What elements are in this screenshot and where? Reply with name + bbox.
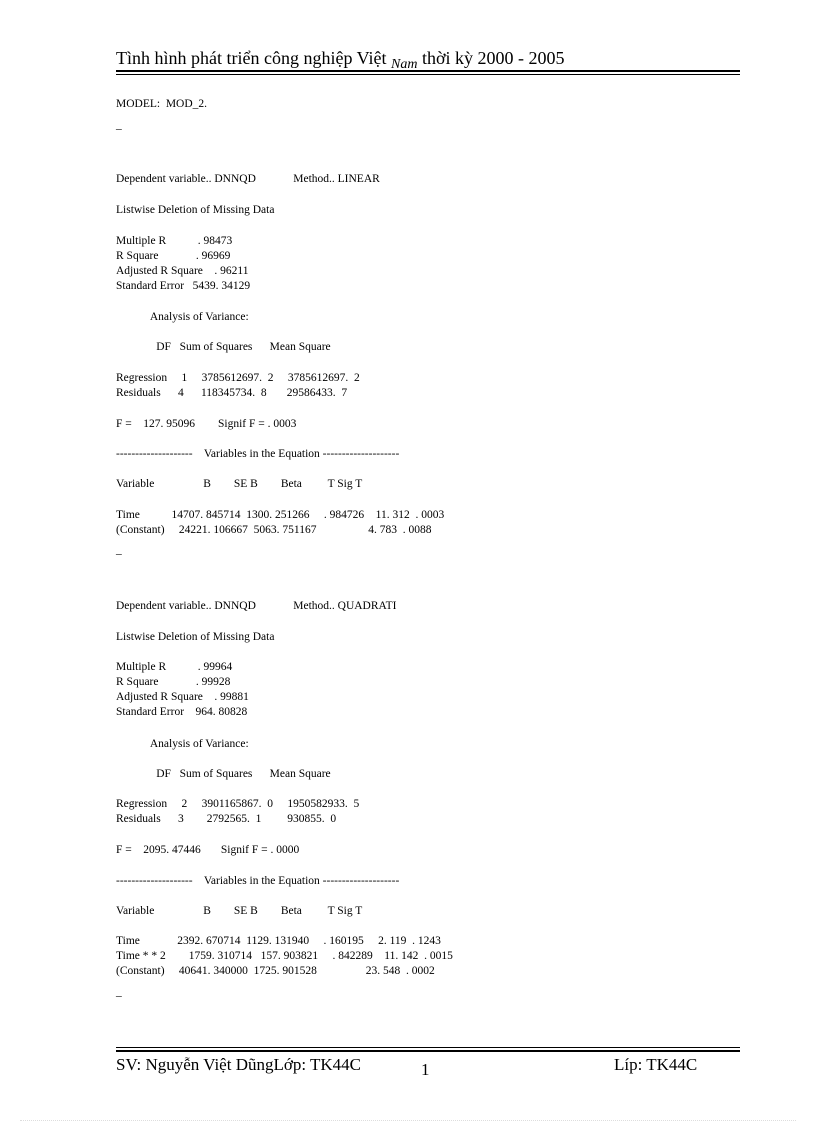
output-line: Standard Error 964. 80828 — [116, 706, 248, 718]
output-line: Multiple R . 99964 — [116, 661, 233, 673]
output-line: _ — [116, 119, 122, 131]
output-line: _ — [116, 544, 122, 556]
output-line: Time 2392. 670714 1129. 131940 . 160195 2. 119 . 1243 — [116, 935, 441, 947]
output-line: Analysis of Variance: — [116, 738, 249, 750]
output-line: R Square . 96969 — [116, 250, 231, 262]
output-line: _ — [116, 986, 122, 998]
page-number: 1 — [421, 1060, 430, 1079]
page-header-title — [116, 48, 565, 72]
header-title-part1: Tình hình phát triển công nghiệp Việt — [116, 48, 387, 68]
output-line: Variable B SE B Beta T Sig T — [116, 905, 363, 917]
header-rule-thick — [116, 70, 740, 72]
header-rule-thin — [116, 74, 740, 75]
output-line: Analysis of Variance: — [116, 311, 249, 323]
output-line: -------------------- Variables in the Equation -------------------- — [116, 448, 400, 460]
output-line: Residuals 3 2792565. 1 930855. 0 — [116, 813, 337, 825]
output-line: Dependent variable.. DNNQD Method.. QUADRATI — [116, 600, 397, 612]
output-line: Listwise Deletion of Missing Data — [116, 631, 275, 643]
header-title-part2: thời kỳ 2000 - 2005 — [422, 48, 565, 68]
output-line: Residuals 4 118345734. 8 29586433. 7 — [116, 387, 348, 399]
output-line: Time 14707. 845714 1300. 251266 . 984726 11. 312 . 0003 — [116, 509, 445, 521]
output-line: MODEL: MOD_2. — [116, 98, 208, 110]
output-line: Dependent variable.. DNNQD Method.. LINEAR — [116, 173, 380, 185]
output-line: DF Sum of Squares Mean Square — [116, 341, 331, 353]
page-edge-divider — [20, 1120, 796, 1121]
output-line: (Constant) 24221. 106667 5063. 751167 4. 783 . 0088 — [116, 524, 432, 536]
header-title-logo: Nam — [391, 57, 418, 72]
output-line: Multiple R . 98473 — [116, 235, 233, 247]
output-line: Time * * 2 1759. 310714 157. 903821 . 842289 11. 142 . 0015 — [116, 950, 453, 962]
output-line: Adjusted R Square . 99881 — [116, 691, 249, 703]
output-line: DF Sum of Squares Mean Square — [116, 768, 331, 780]
output-line: R Square . 99928 — [116, 676, 231, 688]
output-line: F = 127. 95096 Signif F = . 0003 — [116, 418, 297, 430]
output-line: Adjusted R Square . 96211 — [116, 265, 249, 277]
output-line: Listwise Deletion of Missing Data — [116, 204, 275, 216]
footer-rule-thick — [116, 1050, 740, 1052]
output-line: F = 2095. 47446 Signif F = . 0000 — [116, 844, 300, 856]
output-line: Standard Error 5439. 34129 — [116, 280, 251, 292]
output-line: -------------------- Variables in the Equation -------------------- — [116, 875, 400, 887]
output-line: Regression 2 3901165867. 0 1950582933. 5 — [116, 798, 360, 810]
output-line: (Constant) 40641. 340000 1725. 901528 23. 548 . 0002 — [116, 965, 435, 977]
footer-author: SV: Nguyễn Việt DũngLớp: TK44C — [116, 1055, 362, 1074]
footer-rule-thin — [116, 1047, 740, 1048]
footer-class: Líp: TK44C — [614, 1055, 698, 1074]
output-line: Variable B SE B Beta T Sig T — [116, 478, 363, 490]
output-line: Regression 1 3785612697. 2 3785612697. 2 — [116, 372, 360, 384]
